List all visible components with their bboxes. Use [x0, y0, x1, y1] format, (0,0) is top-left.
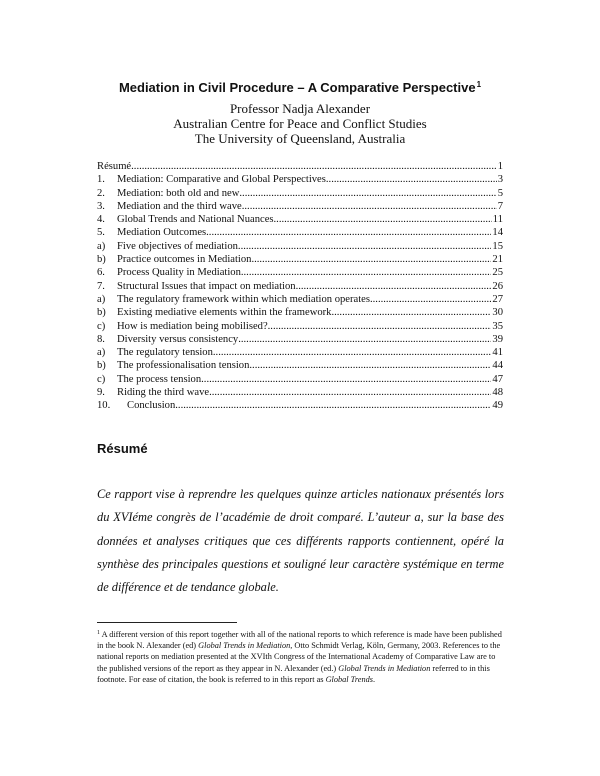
toc-entry[interactable] — [97, 386, 503, 399]
toc-entry-number: b) — [97, 307, 106, 319]
toc-leader-dots — [209, 386, 491, 399]
toc-entry-page: 3 — [497, 174, 503, 186]
table-of-contents — [97, 160, 503, 413]
toc-entry-number: 5. — [97, 227, 105, 239]
toc-leader-dots — [213, 346, 492, 359]
toc-leader-dots — [238, 333, 491, 346]
toc-leader-dots — [370, 293, 491, 306]
toc-leader-dots — [206, 226, 491, 239]
toc-entry-number: 2. — [97, 187, 105, 199]
toc-entry[interactable] — [97, 399, 503, 412]
footnote-book-title-2: Global Trends in Mediation — [338, 663, 431, 673]
toc-entry[interactable] — [97, 359, 503, 372]
toc-entry-number: b) — [97, 360, 106, 372]
toc-leader-dots — [201, 373, 491, 386]
toc-leader-dots — [131, 160, 497, 173]
toc-entry[interactable] — [97, 333, 503, 346]
toc-entry-page: 49 — [492, 400, 503, 412]
toc-entry-number: 4. — [97, 214, 105, 226]
toc-entry-title: Five objectives of mediation — [117, 240, 238, 252]
toc-entry[interactable] — [97, 240, 503, 253]
toc-entry-number: 6. — [97, 267, 105, 279]
toc-leader-dots — [251, 253, 491, 266]
document-title — [0, 80, 600, 95]
toc-entry-page: 26 — [492, 280, 503, 292]
title-footnote-marker: 1 — [476, 80, 482, 89]
toc-entry-title: The professionalisation tension. — [117, 360, 253, 372]
toc-entry-page: 41 — [492, 347, 503, 359]
toc-leader-dots — [238, 240, 491, 253]
footnote-text-1: A different version of this report together with all of the national reports to which reference is made have been published in the book N. Alexander (ed) — [97, 630, 502, 651]
footnote-divider — [97, 622, 237, 623]
toc-leader-dots — [175, 399, 491, 412]
author-affiliation: Australian Centre for Peace and Conflict Studies — [173, 116, 427, 131]
toc-entry-title: Global Trends and National Nuances — [117, 214, 274, 226]
toc-entry-number: 3. — [97, 200, 105, 212]
toc-entry-title: Structural Issues that impact on mediation. — [117, 280, 299, 292]
toc-entry-title: The regulatory framework within which mediation operates — [117, 293, 370, 305]
toc-entry-page: 44 — [492, 360, 503, 372]
toc-entry-number: b) — [97, 254, 106, 266]
toc-entry-page: 1 — [497, 161, 503, 172]
author-university: The University of Queensland, Australia — [194, 131, 406, 146]
toc-entry[interactable] — [97, 266, 503, 279]
toc-entry-page: 25 — [492, 267, 503, 279]
toc-entry[interactable] — [97, 173, 503, 186]
footnote — [97, 628, 507, 685]
toc-entry-page: 30 — [492, 307, 503, 319]
toc-leader-dots — [298, 280, 491, 293]
toc-leader-dots — [274, 213, 492, 226]
toc-entry-title: Riding the third wave — [117, 387, 210, 399]
toc-entry[interactable] — [97, 373, 503, 386]
toc-entry-page: 35 — [492, 320, 503, 332]
toc-leader-dots — [241, 266, 492, 279]
toc-entry[interactable] — [97, 187, 503, 200]
toc-entry-page: 5 — [497, 187, 503, 199]
toc-entry-title: The process tension — [117, 373, 202, 385]
toc-entry[interactable] — [97, 346, 503, 359]
toc-entry[interactable] — [97, 213, 503, 226]
toc-entry-title: How is mediation being mobilised? — [117, 320, 268, 332]
toc-entry-title: Conclusion — [127, 400, 176, 412]
toc-entry-page: 7 — [497, 200, 503, 212]
toc-entry[interactable] — [97, 306, 503, 319]
toc-entry-number: a) — [97, 347, 106, 359]
document-title-text: Mediation in Civil Procedure – A Comparative Perspective — [118, 80, 476, 95]
toc-entry-page: 47 — [492, 373, 503, 385]
footnote-text-2: , Otto Schmidt Verlag, Köln, Germany, 2003. References to the national reports on mediation presented at the XVIth Congress of the International Academy of Comparative Law are to the published versions of the report as they appear in N. Alexander (ed.) — [97, 641, 501, 673]
resume-abstract: Ce rapport vise à reprendre les quelques quinze articles nationaux présentés lors du XVIéme congrès de l’académie de droit comparé. L’auteur a, sur la base des données et analyses critiques que ces différents rapports contiennent, opéré la synthèse des principales questions et souligné leur caractère systémique en terme de différence et de tendance globale. — [97, 487, 504, 595]
toc-entry-number: a) — [97, 293, 106, 305]
toc-entry-title: Mediation and the third wave — [117, 200, 242, 212]
toc-entry-page: 14 — [492, 227, 503, 239]
toc-leader-dots — [268, 320, 492, 333]
toc-leader-dots — [326, 173, 497, 186]
toc-entry-title: Practice outcomes in Mediation — [117, 254, 252, 266]
toc-entry-title: Mediation: Comparative and Global Perspectives — [117, 174, 326, 186]
toc-entry[interactable] — [97, 293, 503, 306]
toc-entry[interactable] — [97, 253, 503, 266]
footnote-book-title-3: Global Trends — [325, 674, 373, 684]
toc-entry-page: 48 — [492, 387, 503, 399]
toc-leader-dots — [252, 359, 491, 372]
resume-heading: Résumé — [97, 441, 148, 456]
author-name: Professor Nadja Alexander — [229, 101, 371, 116]
toc-entry[interactable] — [97, 160, 503, 173]
toc-entry-page: 21 — [492, 254, 503, 266]
toc-entry-number: c) — [97, 373, 106, 385]
toc-entry-title: Mediation Outcomes — [117, 227, 207, 239]
toc-entry-title: Existing mediative elements within the framework — [117, 307, 332, 319]
footnote-text-3: referred to in this footnote. For ease of citation, the book is referred to in this report as — [97, 663, 490, 684]
footnote-text-4: . — [372, 674, 376, 684]
toc-entry-title: The regulatory tension — [117, 347, 213, 359]
toc-entry-page: 11 — [492, 214, 503, 226]
toc-leader-dots — [239, 187, 496, 200]
toc-entry[interactable] — [97, 200, 503, 213]
toc-entry-number: a) — [97, 240, 106, 252]
toc-entry-title: Mediation: both old and new — [117, 187, 240, 199]
toc-entry[interactable] — [97, 280, 503, 293]
toc-leader-dots — [242, 200, 497, 213]
toc-entry-page: 39 — [492, 333, 503, 345]
toc-entry-number: 1. — [97, 174, 105, 186]
footnote-book-title-1: Global Trends in Mediation — [198, 641, 291, 651]
toc-entry-page: 15 — [492, 240, 503, 252]
toc-leader-dots — [331, 306, 491, 319]
toc-entry[interactable] — [97, 320, 503, 333]
toc-entry-number: 10. — [97, 400, 111, 412]
toc-entry-title: Diversity versus consistency — [117, 333, 239, 345]
toc-entry-number: 7. — [97, 280, 105, 292]
footnote-marker: 1 — [97, 630, 100, 636]
toc-entry-number: 8. — [97, 333, 105, 345]
toc-entry[interactable] — [97, 226, 503, 239]
toc-entry-number: c) — [97, 320, 106, 332]
toc-entry-title: Résumé — [97, 161, 132, 172]
toc-entry-number: 9. — [97, 387, 105, 399]
toc-entry-page: 27 — [492, 293, 503, 305]
toc-entry-title: Process Quality in Mediation — [117, 267, 241, 279]
